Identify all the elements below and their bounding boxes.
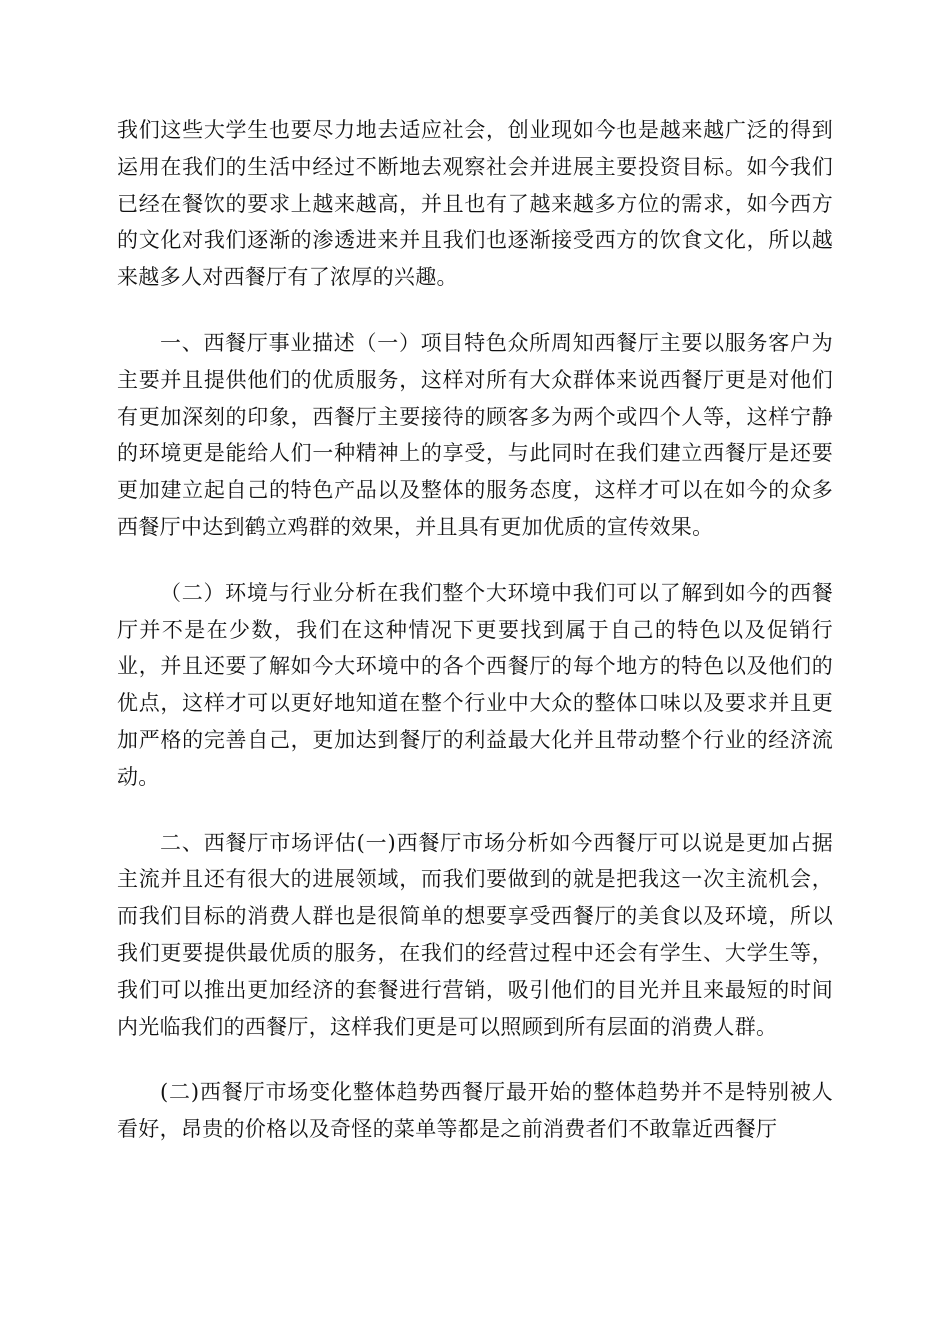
paragraph-project-features: 一、西餐厅事业描述（一）项目特色众所周知西餐厅主要以服务客户为主要并且提供他们的优质服务，这样对所有大众群体来说西餐厅更是对他们有更加深刻的印象，西餐厅主要接待的顾客多为两个或四个人等，这样宁静的环境更是能给人们一种精神上的享受，与此同时在我们建立西餐厅是还要更加建立起自己的特色产品以及整体的服务态度，这样才可以在如今的众多西餐厅中达到鹤立鸡群的效果，并且具有更加优质的宣传效果。 bbox=[117, 330, 833, 539]
document-page bbox=[117, 112, 833, 1177]
paragraph-environment-analysis: （二）环境与行业分析在我们整个大环境中我们可以了解到如今的西餐厅并不是在少数，我们在这种情况下更要找到属于自己的特色以及促销行业，并且还要了解如今大环境中的各个西餐厅的每个地方的特色以及他们的优点，这样才可以更好地知道在整个行业中大众的整体口味以及要求并且更加严格的完善自己，更加达到餐厅的利益最大化并且带动整个行业的经济流动。 bbox=[117, 580, 833, 789]
paragraph-intro: 我们这些大学生也要尽力地去适应社会，创业现如今也是越来越广泛的得到运用在我们的生活中经过不断地去观察社会并进展主要投资目标。如今我们已经在餐饮的要求上越来越高，并且也有了越来越多方位的需求，如今西方的文化对我们逐渐的渗透进来并且我们也逐渐接受西方的饮食文化，所以越来越多人对西餐厅有了浓厚的兴趣。 bbox=[117, 118, 833, 290]
paragraph-market-analysis: 二、西餐厅市场评估(一)西餐厅市场分析如今西餐厅可以说是更加占据主流并且还有很大的进展领域，而我们要做到的就是把我这一次主流机会，而我们目标的消费人群也是很简单的想要享受西餐厅的美食以及环境，所以我们更要提供最优质的服务，在我们的经营过程中还会有学生、大学生等，我们可以推出更加经济的套餐进行营销，吸引他们的目光并且来最短的时间内光临我们的西餐厅，这样我们更是可以照顾到所有层面的消费人群。 bbox=[117, 830, 833, 1039]
paragraph-market-trend: (二)西餐厅市场变化整体趋势西餐厅最开始的整体趋势并不是特别被人看好，昂贵的价格以及奇怪的菜单等都是之前消费者们不敢靠近西餐厅 bbox=[117, 1080, 833, 1142]
